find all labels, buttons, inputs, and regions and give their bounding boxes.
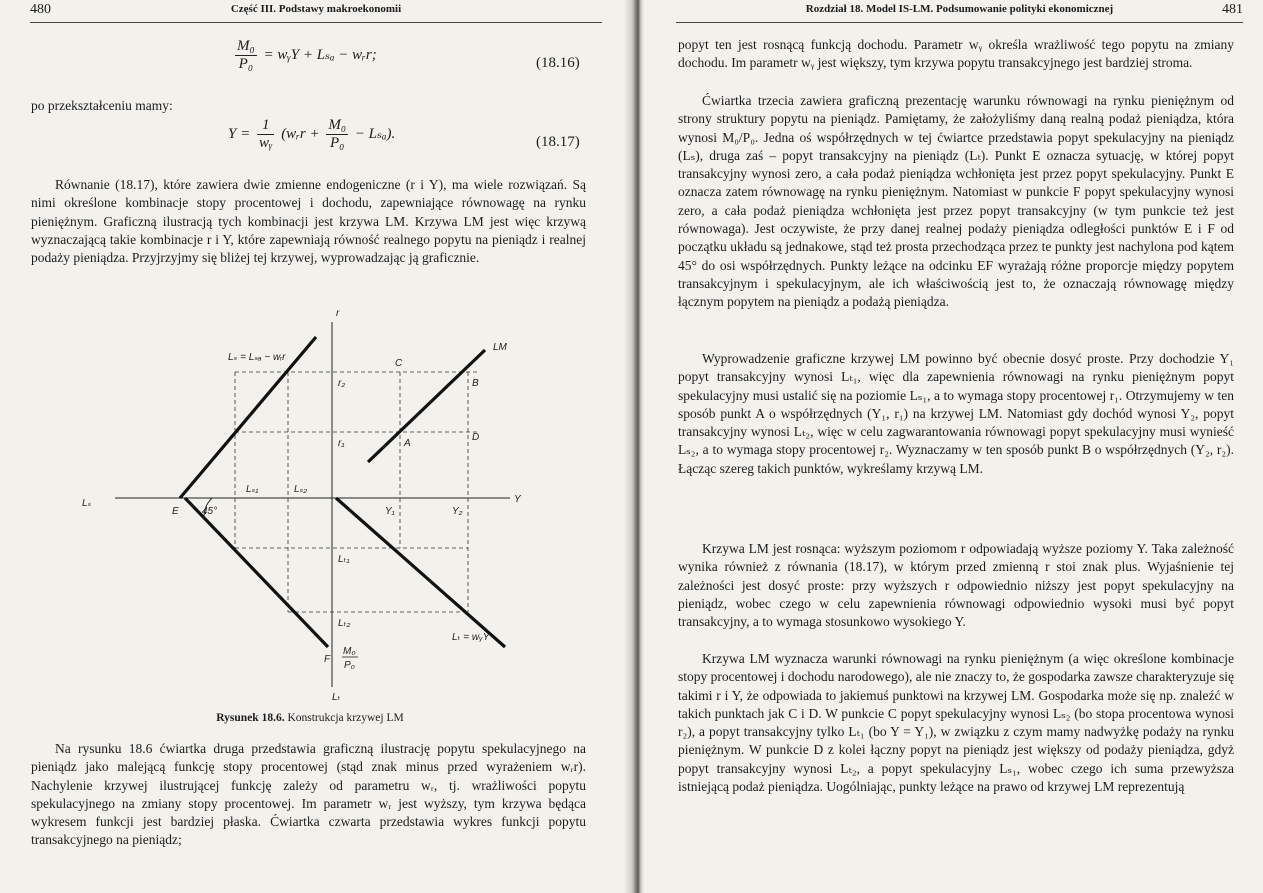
label-lt2: Lₜ₂: [338, 618, 351, 629]
label-r: r: [336, 308, 340, 319]
left-page-header: [30, 2, 602, 23]
label-d: D: [472, 432, 480, 443]
transaction-demand-line: [336, 498, 505, 647]
label-45: 45°: [202, 506, 218, 517]
book-gutter: [624, 0, 644, 893]
label-r2: r₂: [338, 378, 346, 389]
label-a: A: [404, 438, 411, 449]
label-r1: r₁: [338, 438, 345, 449]
right-page-number: 481: [1222, 2, 1243, 17]
label-m0: M₀: [343, 646, 356, 657]
label-f: F: [324, 654, 331, 665]
right-paragraph-2: Ćwiartka trzecia zawiera graficzną prezentację warunku równowagi na rynku pieniężnym od strony struktury popytu na pieniądz. Pamiętamy, że założyliśmy daną realną podaż pieniądza, która wynosi M₀/P₀. Jedna oś współrzędnych w tej ćwiartce przedstawia popyt spekulacyjny na pieniądz (Lₛ), druga zaś – popyt transakcyjny na pieniądz (Lₜ). Punkt E oznacza sytuację, w której popyt transakcyjny wynosi zero, a cała podaż pieniądza wchłonięta jest przez popyt spekulacyjny. Punkt E oznacza zatem równowagę na rynku pieniężnym. Natomiast w punkcie F popyt spekulacyjny wynosi zero, a cała podaż pieniądza wchłonięta jest przez popyt transakcyjny (w tym punkcie też jest równowaga). Jest oczywiste, że przy danej realnej podaży pieniądza odległości punktów E i F od początku układu są jednakowe, stąd też prosta przechodząca przez te punkty jest nachylona pod kątem 45° do osi współrzędnych. Punkty leżące na odcinku EF wyrażają różne proporcje między popytem transakcyjnym i spekulacyjnym, ale ich właściwością jest to, że oznaczają równowagę między łącznym popytem na pieniądz a podażą pieniądza.: [678, 93, 1234, 310]
label-ls2: Lₛ₂: [294, 484, 308, 495]
left-page-number: 480: [30, 2, 51, 17]
label-p0: P₀: [344, 660, 355, 671]
guide-lines: [235, 372, 478, 612]
right-paragraph-5: Krzywa LM wyznacza warunki równowagi na rynku pieniężnym (a więc określone kombinacje stopy procentowej i dochodu narodowego), ale nie znaczy to, że gospodarka zawsze charakteryzuje się takimi r i Y, że odpowiada to jakiemuś punktowi na krzywej LM. Gospodarka może się np. znaleźć w takich punktach jak C i D. W punkcie C popyt spekulacyjny wynosi Lₛ₂ (bo stopa procentowa wynosi r₂), a popyt transakcyjny tylko Lₜ₁ (bo Y = Y₁), w związku z czym mamy nadwyżkę podaży na rynku pieniężnym. W punkcie D z kolei łączny popyt na pieniądz jest większy od podaży pieniądza, gdyż popyt transakcyjny wynosi Lₜ₂, a popyt spekulacyjny Lₛ₁, wobec czego ich suma przewyższa istniejącą podaż pieniądza. Uogólniając, punkty leżące na prawo od krzywej LM reprezentują: [678, 651, 1234, 795]
label-y-axis: Y: [514, 494, 521, 505]
label-e: E: [172, 506, 179, 517]
right-paragraph-3: Wyprowadzenie graficzne krzywej LM powinno być obecnie dosyć proste. Przy dochodzie Y₁ popyt transakcyjny wynosi Lₜ₁, więc dla zapewnienia równowagi na rynku pieniężnym popyt spekulacyjny musi ustalić się na poziomie Lₛ₁, a to wymaga stopy procentowej r₁. Otrzymujemy w ten sposób punkt A o współrzędnych (Y₁, r₁) na krzywej LM. Natomiast gdy dochód wynosi Y₂, popyt transakcyjny wynosi Lₜ₂, więc w celu zagwarantowania równowagi popyt spekulacyjny musi wynieść Lₛ₂, a to wymaga stopy procentowej r₂. Wyznaczamy w ten sposób punkt B o współrzędnych (Y₂, r₂). Łącząc szereg takich punktów, wykreślamy krzywą LM.: [678, 351, 1234, 476]
equilibrium-45-line: [185, 498, 328, 647]
equation-18-16: $\frac{\text{M₀}}{\text{P₀}}$ = wᵧY + Lₛₐ − wᵣr;: [237, 38, 377, 72]
equation-number-18-17: (18.17): [536, 134, 580, 150]
right-running-head: Rozdział 18. Model IS-LM. Podsumowanie polityki ekonomicznej: [805, 3, 1114, 15]
equation-number-18-16: (18.16): [536, 55, 580, 71]
label-speculative-function: Lₛ = Lₛₐ − wᵣr: [228, 352, 286, 363]
label-lt-axis: Lₜ: [332, 692, 341, 702]
transition-text: po przekształceniu mamy:: [31, 98, 173, 113]
lm-curve: [368, 350, 485, 462]
label-ls1: Lₛ₁: [246, 484, 259, 495]
lm-construction-figure: [80, 302, 540, 702]
label-lm: LM: [493, 342, 507, 353]
right-page-header: [676, 2, 1243, 23]
label-ls-axis: Lₛ: [82, 498, 92, 509]
label-c: C: [395, 358, 403, 369]
label-y1: Y₁: [385, 506, 395, 517]
left-paragraph-2: Na rysunku 18.6 ćwiartka druga przedstawia graficzną ilustrację popytu spekulacyjnego na pieniądz jako malejącą funkcję stopy procentowej (stąd znak minus przed wyrażeniem wᵣr). Nachylenie krzywej ilustrującej funkcję zależy od parametru wᵣ, tj. wrażliwości popytu spekulacyjnego na zmiany stopy procentowej. Im parametr wᵣ jest wyższy, tym krzywa będąca wykresem funkcji jest bardziej płaska. Ćwiartka czwarta przedstawia wykres funkcji popytu transakcyjnego na pieniądz;: [31, 741, 586, 848]
label-lt1: Lₜ₁: [338, 554, 350, 565]
right-paragraph-4: Krzywa LM jest rosnąca: wyższym poziomom r odpowiadają wyższe poziomy Y. Taka zależność wynika również z równania (18.17), w którym przed zmienną r stoi znak plus. Wyjaśnienie tej zależności jest dosyć proste: przy wyższych r odpowiednio niższy jest popyt spekulacyjny na pieniądz, wobec czego w celu zapewnienia równowagi odpowiednio wysoki musi być popyt transakcyjny, a to wymaga stosunkowo wysokiego Y.: [678, 541, 1234, 630]
left-paragraph-1: Równanie (18.17), które zawiera dwie zmienne endogeniczne (r i Y), ma wiele rozwiązań. Są nimi określone kombinacje stopy procentowej i dochodu, zapewniające równowagę na rynku pieniężnym. Graficzną ilustracją tych kombinacji jest krzywa LM. Krzywa LM jest więc krzywą wyznaczającą takie kombinacje r i Y, które zapewniają równość realnego popytu na pieniądz i realnej podaży pieniądza. Przyjrzyjmy się bliżej tej krzywej, wyprowadzając ją graficznie.: [31, 177, 586, 266]
label-transaction-function: Lₜ = wᵧY: [452, 632, 490, 643]
equation-18-17: Y = $\frac{1}{\text{wᵧ}}$ (wᵣr + $\frac{\text{M₀}}{\text{P₀}}$ − Lₛₐ).: [228, 117, 396, 151]
label-y2: Y₂: [452, 506, 463, 517]
right-paragraph-1: popyt ten jest rosnącą funkcją dochodu. Parametr wᵧ określa wrażliwość tego popytu na zmiany dochodu. Im parametr wᵧ jest większy, tym krzywa popytu transakcyjnego jest bardziej stroma.: [678, 37, 1234, 71]
right-page: [636, 0, 1263, 893]
left-running-head: Część III. Podstawy makroekonomii: [230, 3, 402, 15]
figure-caption: Rysunek 18.6. Konstrukcja krzywej LM: [216, 712, 404, 724]
label-b: B: [472, 378, 479, 389]
